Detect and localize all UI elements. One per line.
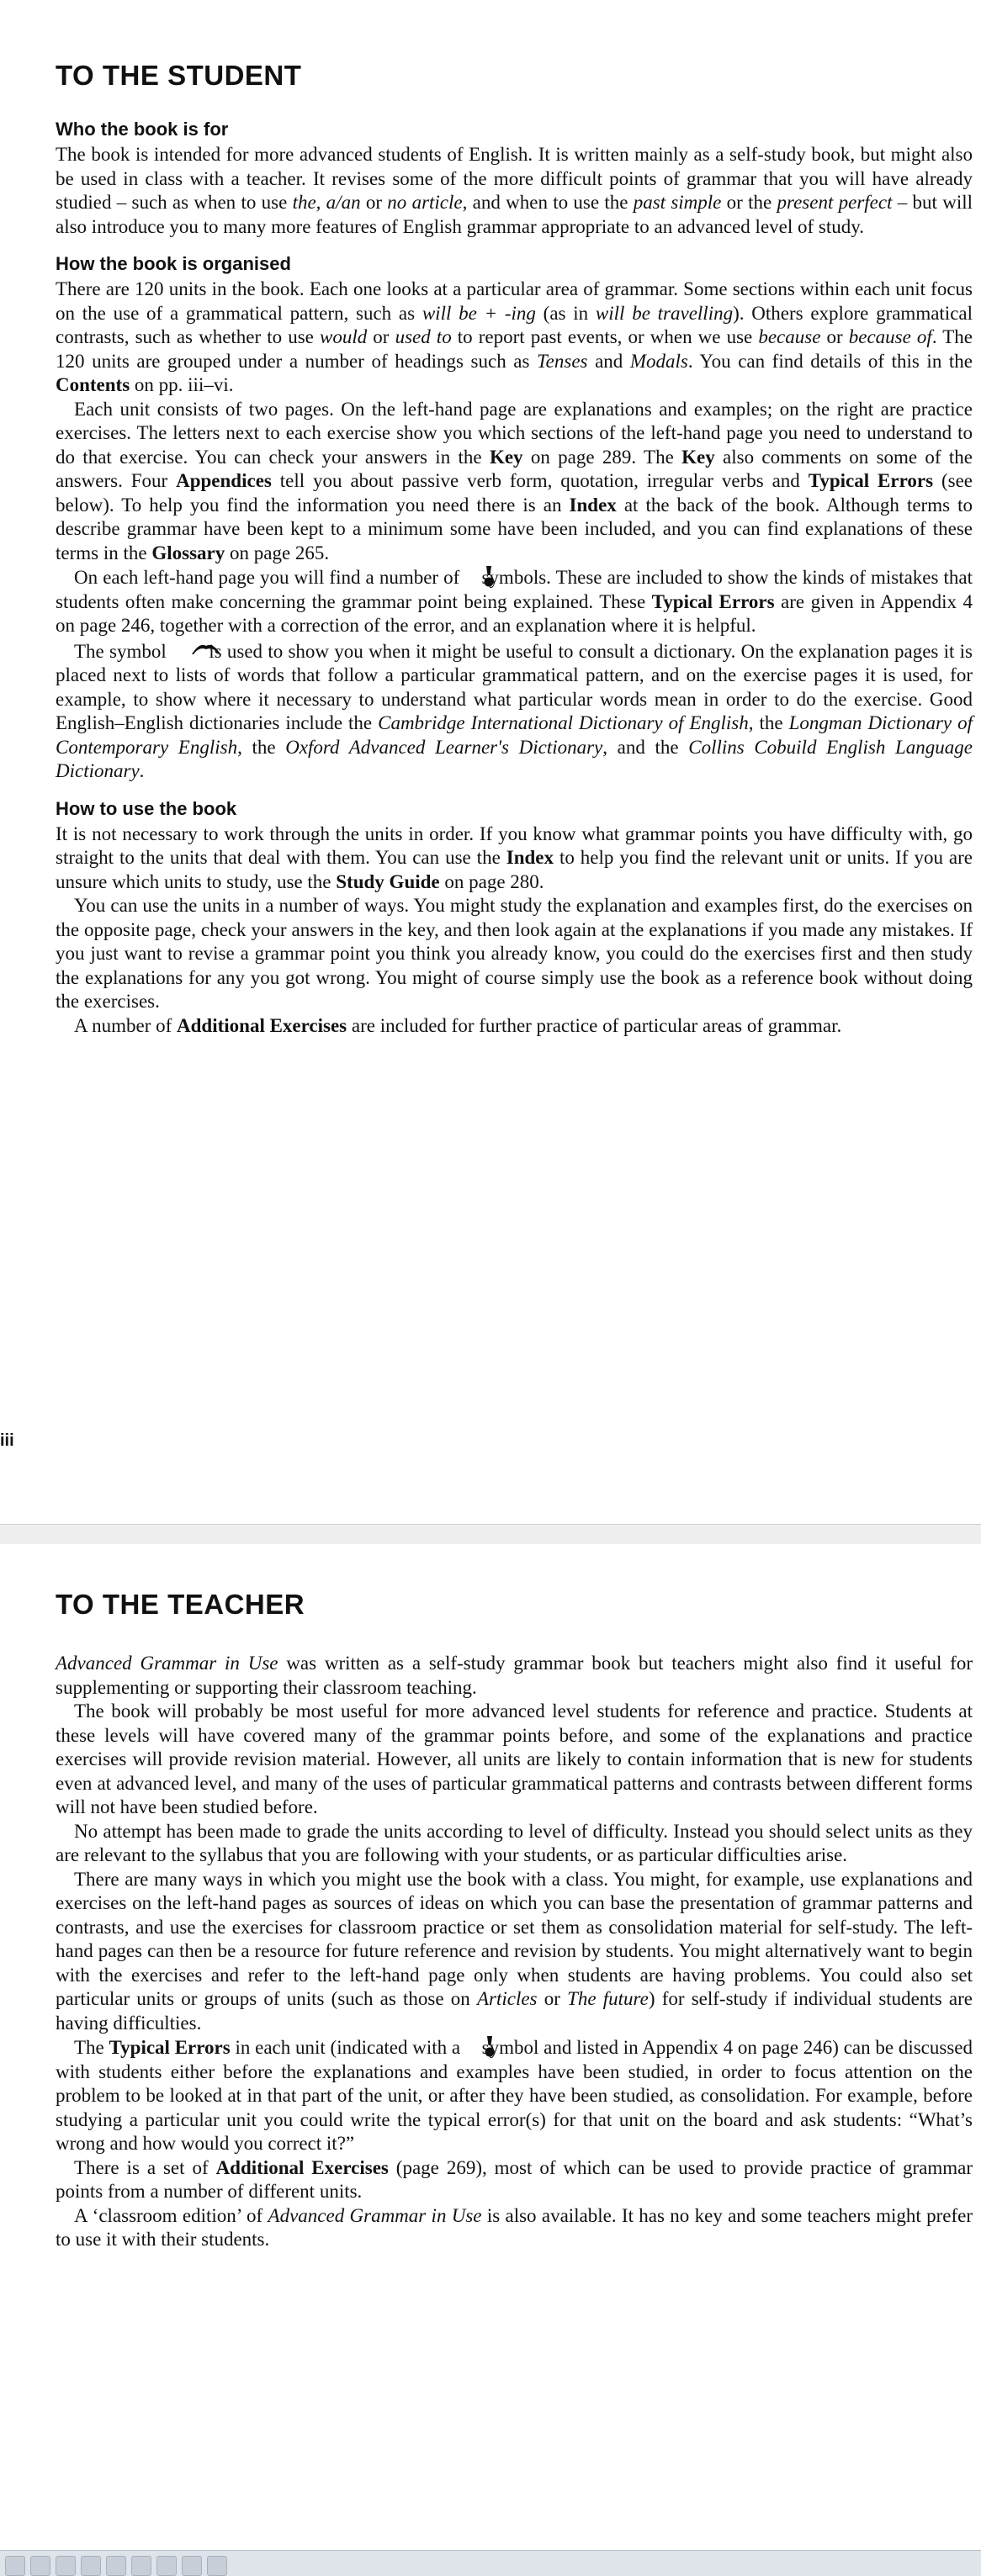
paragraph-organised-1: There are 120 units in the book. Each one looks at a particular area of grammar. Some sections within each unit focus on the use of a grammatical pattern, such as will be + -ing (as in will be travelling). Others explore grammatical contrasts, such as whether to use would or used to to report past events, or when we use because or because of. The 120 units are grouped under a number of headings such as Tenses and Modals. You can find details of this in the Contents on pp. iii–vi. [56, 278, 973, 395]
paragraph-use-2: You can use the units in a number of ways. You might study the explanation and examples first, do the exercises on the opposite page, check your answers in the key, and then look again at the explanations if you made any mistakes. If you just want to revise a grammar point you think you already know, you could do the exercises first and then study the explanations for any you got wrong. You might of course simply use the book as a reference book without doing the exercises. [56, 895, 973, 1012]
taskbar [0, 2550, 981, 2576]
paragraph-organised-3: On each left-hand page you will find a number of symbols. These are included to show the kinds of mistakes that students often make concerning the grammar point being explained. These Typical Errors are given in Appendix 4 on page 246, together with a correction of the error, and an explanation where it is helpful. [56, 567, 973, 636]
teacher-content [56, 1588, 973, 2252]
dictionary-icon [172, 638, 204, 653]
teacher-title: TO THE TEACHER [56, 1589, 305, 1620]
taskbar-app-icon[interactable] [5, 2556, 25, 2576]
paragraph-use-1: It is not necessary to work through the units in order. If you know what grammar points you have difficulty with, go straight to the units that deal with them. You can use the Index to help you find the relevant unit or units. If you are unsure which units to study, use the Study Guide on page 280. [56, 823, 973, 892]
student-content [56, 59, 973, 1038]
paragraph-teacher-5: The Typical Errors in each unit (indicated with a symbol and listed in Appendix 4 on page 246) can be discussed with students either before the explanations and examples have been studied, in order to focus attention on the problem to be looked at in that part of the unit, or after they have been studied, as consolidation. For example, before studying a particular unit you could write the typical error(s) for that unit on the board and ask students: “What’s wrong and how would you correct it?” [56, 2037, 973, 2154]
heading-how-organised: How the book is organised [56, 253, 291, 274]
paragraph-organised-2: Each unit consists of two pages. On the left-hand page are explanations and examples; on the right are practice exercises. The letters next to each exercise show you which sections of the left-hand page you need to understand to do that exercise. You can check your answers in the Key on page 289. The Key also comments on some of the answers. Four Appendices tell you about passive verb form, quotation, irregular verbs and Typical Errors (see below). To help you find the information you need there is an Index at the back of the book. Although terms to describe grammar have been kept to a minimum some have been included, and you can find explanations of these terms in the Glossary on page 265. [56, 398, 973, 563]
paragraph-organised-4: The symbol is used to show you when it might be useful to consult a dictionary. On the explanation pages it is placed next to lists of words that follow a particular grammatical pattern, and on the exercise pages it is used, for example, to show where it necessary to understand what particular words mean in order to do the exercise. Good English–English dictionaries include the Cambridge International Dictionary of English, the Longman Dictionary of Contemporary English, the Oxford Advanced Learner's Dictionary, and the Collins Cobuild English Language Dictionary. [56, 638, 973, 784]
paragraph-who-1: The book is intended for more advanced students of English. It is written mainly as a self-study book, but might also be used in class with a teacher. It revises some of the more difficult points of grammar that you will have already studied – such as when to use the, a/an or no article, and when to use the past simple or the present perfect – but will also introduce you to many more features of English grammar appropriate to an advanced level of study. [56, 144, 973, 237]
paragraph-teacher-4: There are many ways in which you might use the book with a class. You might, for example, use explanations and exercises on the left-hand pages as sources of ideas on which you can base the presentation of grammar patterns and contrasts, and use the exercises for classroom practice or set them as consolidation material for self-study. The left-hand pages can then be a resource for future reference and revision by students. You might alternatively want to begin with the exercises and refer to the left-hand page only when students are having problems. You could also set particular units or groups of units (such as those on Articles or The future) for self-study if individual students are having difficulties. [56, 1868, 973, 2034]
warning-exclamation-icon [465, 2035, 477, 2057]
taskbar-app-icon[interactable] [182, 2556, 202, 2576]
taskbar-app-icon[interactable] [30, 2556, 50, 2576]
student-title: TO THE STUDENT [56, 60, 302, 91]
page-to-the-teacher [0, 1544, 981, 2550]
warning-exclamation-icon [464, 565, 476, 587]
taskbar-app-icon[interactable] [156, 2556, 177, 2576]
taskbar-app-icon[interactable] [131, 2556, 151, 2576]
taskbar-app-icon[interactable] [81, 2556, 101, 2576]
taskbar-app-icon[interactable] [207, 2556, 227, 2576]
paragraph-teacher-2: The book will probably be most useful for more advanced level students for reference and practice. Students at these levels will have covered many of the grammar points before, and some of the explanations and practice exercises will provide revision material. However, all units are likely to contain information that is new for students even at advanced level, and many of the uses of particular grammatical patterns and contrasts between different forms will not have been studied before. [56, 1701, 973, 1817]
page-number: iii [0, 1431, 14, 1450]
taskbar-app-icon[interactable] [106, 2556, 126, 2576]
paragraph-teacher-7: A ‘classroom edition’ of Advanced Grammar in Use is also available. It has no key and some teachers might prefer to use it with their students. [56, 2204, 973, 2250]
taskbar-app-icon[interactable] [56, 2556, 76, 2576]
page-separator [0, 1524, 981, 1546]
heading-who-the-book-is-for: Who the book is for [56, 119, 229, 140]
paragraph-use-3: A number of Additional Exercises are included for further practice of particular areas of grammar. [74, 1014, 842, 1036]
paragraph-teacher-1: Advanced Grammar in Use was written as a self-study grammar book but teachers might also find it useful for supplementing or supporting their classroom teaching. [56, 1653, 973, 1698]
paragraph-teacher-3: No attempt has been made to grade the units according to level of difficulty. Instead you should select units as they are relevant to the syllabus that you are following with your students, or as particular difficulties arise. [56, 1820, 973, 1865]
paragraph-teacher-6: There is a set of Additional Exercises (page 269), most of which can be used to provide practice of grammar points from a number of different units. [56, 2156, 973, 2202]
heading-how-to-use: How to use the book [56, 797, 237, 819]
